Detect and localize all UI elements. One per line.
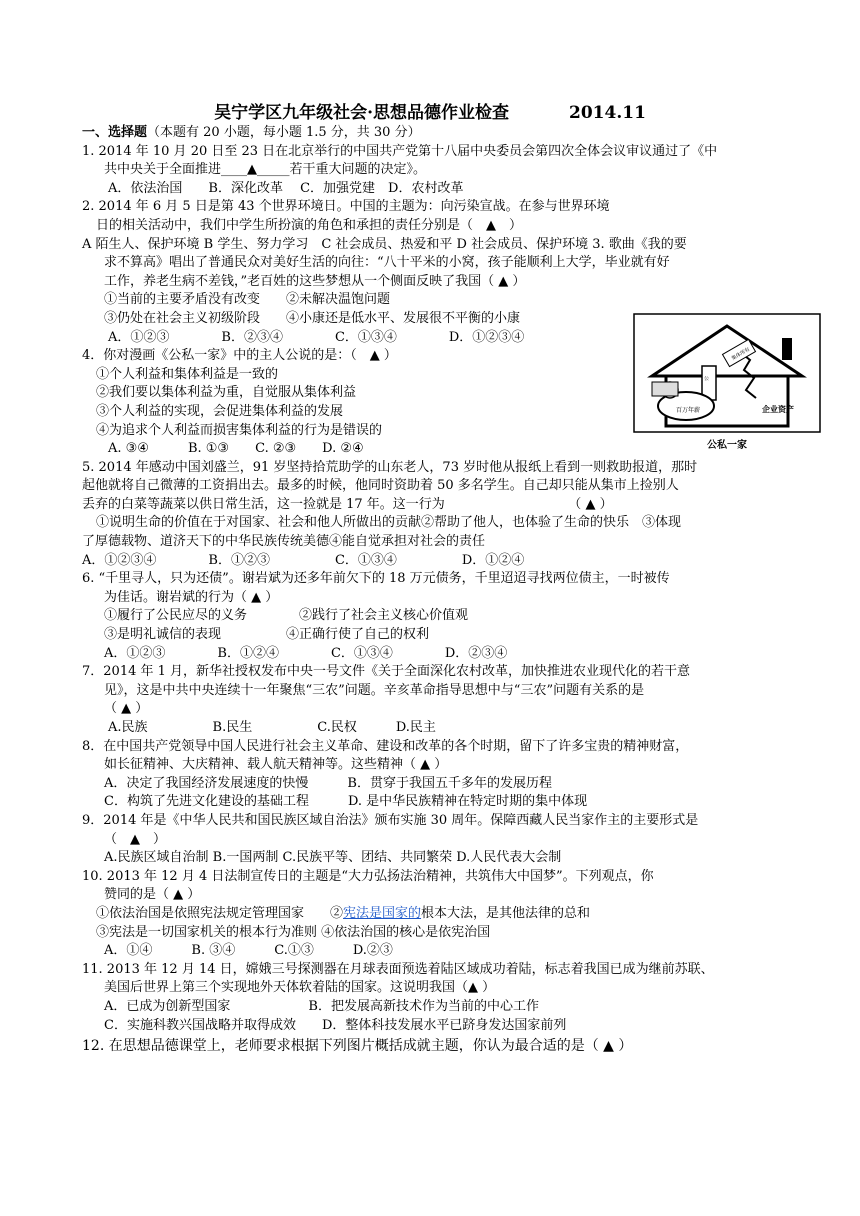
question-1-options: A．依法治国 B．深化改革 C．加强党建 D．农村改革 bbox=[108, 180, 464, 196]
cartoon-caption: 公私一家 bbox=[707, 440, 747, 451]
question-6-line-1: 6. “千里寻人，只为还债”。谢岩斌为还多年前欠下的 18 万元债务，千里迢迢寻找两位债主，一时被传 bbox=[82, 571, 670, 587]
question-2-line-2: 日的相关活动中，我们中学生所扮演的角色和承担的责任分别是（ ▲ ） bbox=[96, 217, 522, 233]
question-3-options: A．①②③ B．②③④ C．①③④ D．①②③④ bbox=[108, 329, 525, 345]
cartoon-asset-label: 企业资产 bbox=[762, 405, 794, 414]
question-11-options-2: C．实施科教兴国战略并取得成效 D．整体科技发展水平已跻身发达国家前列 bbox=[104, 1017, 567, 1033]
question-10-item-1-end: 根本大法，是其他法律的总和 bbox=[421, 905, 591, 921]
question-1-line-2: 共中央关于全面推进____▲_____若干重大问题的决定》。 bbox=[104, 162, 426, 178]
question-9-line-2: （ ▲ ） bbox=[104, 831, 166, 847]
question-6-item-1: ①履行了公民应尽的义务 ②践行了社会主义核心价值观 bbox=[104, 608, 469, 624]
question-9-line-1: 9．2014 年是《中华人民共和国民族区域自治法》颁布实施 30 周年。保障西藏人民当家作主的主要形式是 bbox=[82, 812, 699, 828]
section-heading bbox=[82, 124, 782, 143]
question-7-line-2: 见》，这是中共中央连续十一年聚焦“三农”问题。辛亥革命指导思想中与“三农”问题有关系的是 bbox=[104, 682, 645, 698]
title-text: 吴宁学区九年级社会·思想品德作业检查 bbox=[214, 103, 510, 123]
question-7-line-3: （ ▲ ） bbox=[104, 701, 149, 717]
question-2-line-1: 2. 2014 年 6 月 5 日是第 43 个世界环境日。中国的主题为：向污染宣战。在参与世界环境 bbox=[82, 199, 610, 215]
question-5-line-5: 了厚德载物、道济天下的中华民族传统美德④能自觉承担对社会的责任 bbox=[82, 534, 486, 550]
question-7-line-1: 7．2014 年 1 月，新华社授权发布中央一号文件《关于全面深化农村改革，加快推进农业现代化的若干意 bbox=[82, 664, 691, 680]
question-11-line-1: 11. 2013 年 12 月 14 日，嫦娥三号探测器在月球表面预选着陆区域成功着陆，标志着我国已成为继前苏联、 bbox=[82, 961, 714, 977]
question-4-item-3: ③个人利益的实现，会促进集体利益的发展 bbox=[96, 403, 344, 419]
question-11-line-2: 美国后世界上第三个实现地外天体软着陆的国家。这说明我国（▲ ） bbox=[104, 980, 496, 996]
question-10-item-2: ③宪法是一切国家机关的根本行为准则 ④依法治国的核心是依宪治国 bbox=[96, 924, 491, 940]
question-10-line-1: 10. 2013 年 12 月 4 日法制宣传日的主题是“大力弘扬法治精神，共筑伟大中国梦”。下列观点，你 bbox=[82, 868, 654, 884]
question-6-item-2: ③是明礼诚信的表现 ④正确行使了自己的权利 bbox=[104, 627, 430, 643]
cartoon-roof bbox=[652, 326, 802, 376]
question-8-line-1: 8．在中国共产党领导中国人民进行社会主义革命、建设和改革的各个时期，留下了许多宝贵的精神财富， bbox=[82, 738, 689, 754]
title-date: 2014.11 bbox=[569, 103, 646, 123]
question-11-options-1: A．已成为创新型国家 B．把发展高新技术作为当前的中心工作 bbox=[104, 998, 539, 1014]
question-10-options: A．①④ B. ③④ C.①③ D.②③ bbox=[104, 943, 393, 959]
question-4-options: A. ③④ B. ①③ C. ②③ D. ②④ bbox=[108, 441, 364, 457]
question-7-options: A.民族 B.民生 C.民权 D.民主 bbox=[108, 720, 436, 735]
question-10-line-2: 赞同的是（ ▲ ） bbox=[104, 887, 201, 903]
question-10-item-1 bbox=[82, 905, 782, 924]
cartoon-sign-label: 集体所有 bbox=[730, 346, 752, 362]
question-9-options: A.民族区域自治制 B.一国两制 C.民族平等、团结、共同繁荣 D.人民代表大会制 bbox=[104, 850, 562, 866]
question-2-options: A 陌生人、保护环境 B 学生、努力学习 C 社会成员、热爱和平 D 社会成员、保护环境 3. 歌曲《我的要 bbox=[82, 236, 687, 252]
question-10-link[interactable]: 宪法是国家的 bbox=[343, 905, 422, 921]
question-4-item-1: ①个人利益和集体利益是一致的 bbox=[96, 366, 279, 382]
question-6-line-2: 为佳话。谢岩斌的行为（ ▲ ） bbox=[104, 589, 279, 605]
question-5-options: A．①②③④ B．①②③ C．①③④ D．①②④ bbox=[82, 552, 525, 568]
question-5-line-1: 5. 2014 年感动中国刘盛兰，91 岁坚持拾荒助学的山东老人，73 岁时他从报纸上看到一则救助报道，那时 bbox=[82, 459, 698, 475]
question-8-options-2: C．构筑了先进文化建设的基础工程 D. 是中华民族精神在特定时期的集中体现 bbox=[104, 794, 588, 810]
question-6-options: A．①②③ B．①②④ C．①③④ D．②③④ bbox=[104, 645, 508, 661]
question-5-line-4: ①说明生命的价值在于对国家、社会和他人所做出的贡献②帮助了他人，也体验了生命的快乐 ③体现 bbox=[96, 515, 682, 531]
cartoon-tray bbox=[652, 382, 678, 396]
cartoon-gong-si-yi-jia bbox=[632, 312, 822, 456]
question-3-item-1: ①当前的主要矛盾没有改变 ②未解决温饱问题 bbox=[104, 292, 391, 308]
question-8-line-2: 如长征精神、大庆精神、载人航天精神等。这些精神（ ▲ ） bbox=[104, 757, 448, 773]
page-title bbox=[0, 98, 860, 123]
question-5-line-2: 起他就将自己微薄的工资捐出去。最多的时候，他同时资助着 50 多名学生。自己却只能从集市上捡别人 bbox=[82, 478, 679, 494]
question-12-line-1: 12. 在思想品德课堂上，老师要求根据下列图片概括成就主题，你认为最合适的是（ ▲ ） bbox=[82, 1038, 633, 1055]
section-label: 一、选择题 bbox=[82, 125, 148, 140]
question-8-options-1: A．决定了我国经济发展速度的快慢 B．贯穿于我国五千多年的发展历程 bbox=[104, 775, 552, 791]
question-3-item-2: ③仍处在社会主义初级阶段 ④小康还是低水平、发展很不平衡的小康 bbox=[104, 310, 521, 326]
section-note: （本题有 20 小题，每小题 1.5 分，共 30 分） bbox=[147, 125, 421, 140]
question-5-line-3: 丢弃的白菜等蔬菜以供日常生活，这一捡就是 17 年。这一行为 （ ▲ ） bbox=[82, 496, 613, 512]
question-3-line-2: 工作，养老生病不差钱，”老百姓的这些梦想从一个侧面反映了我国（ ▲ ） bbox=[104, 273, 526, 289]
cartoon-wan-label: 百万年薪 bbox=[676, 407, 701, 414]
question-10-item-1-start: ①依法治国是依照宪法规定管理国家 ② bbox=[96, 905, 344, 921]
cartoon-coat-label: 公 bbox=[704, 376, 710, 382]
question-4-item-2: ②我们要以集体利益为重，自觉服从集体利益 bbox=[96, 385, 357, 401]
question-list bbox=[82, 124, 782, 1056]
question-4-item-4: ④为追求个人利益而损害集体利益的行为是错误的 bbox=[96, 422, 383, 438]
question-3-line-1: 求不算高》唱出了普通民众对美好生活的向往：“八十平米的小窝，孩子能顺利上大学，毕业就有好 bbox=[104, 255, 670, 271]
question-4-line-1: 4．你对漫画《公私一家》中的主人公说的是：（ ▲ ） bbox=[82, 348, 397, 364]
question-1-line-1: 1. 2014 年 10 月 20 日至 23 日在北京举行的中国共产党第十八届中央委员会第四次全体会议审议通过了《中 bbox=[82, 143, 718, 159]
cartoon-chimney bbox=[782, 338, 792, 360]
